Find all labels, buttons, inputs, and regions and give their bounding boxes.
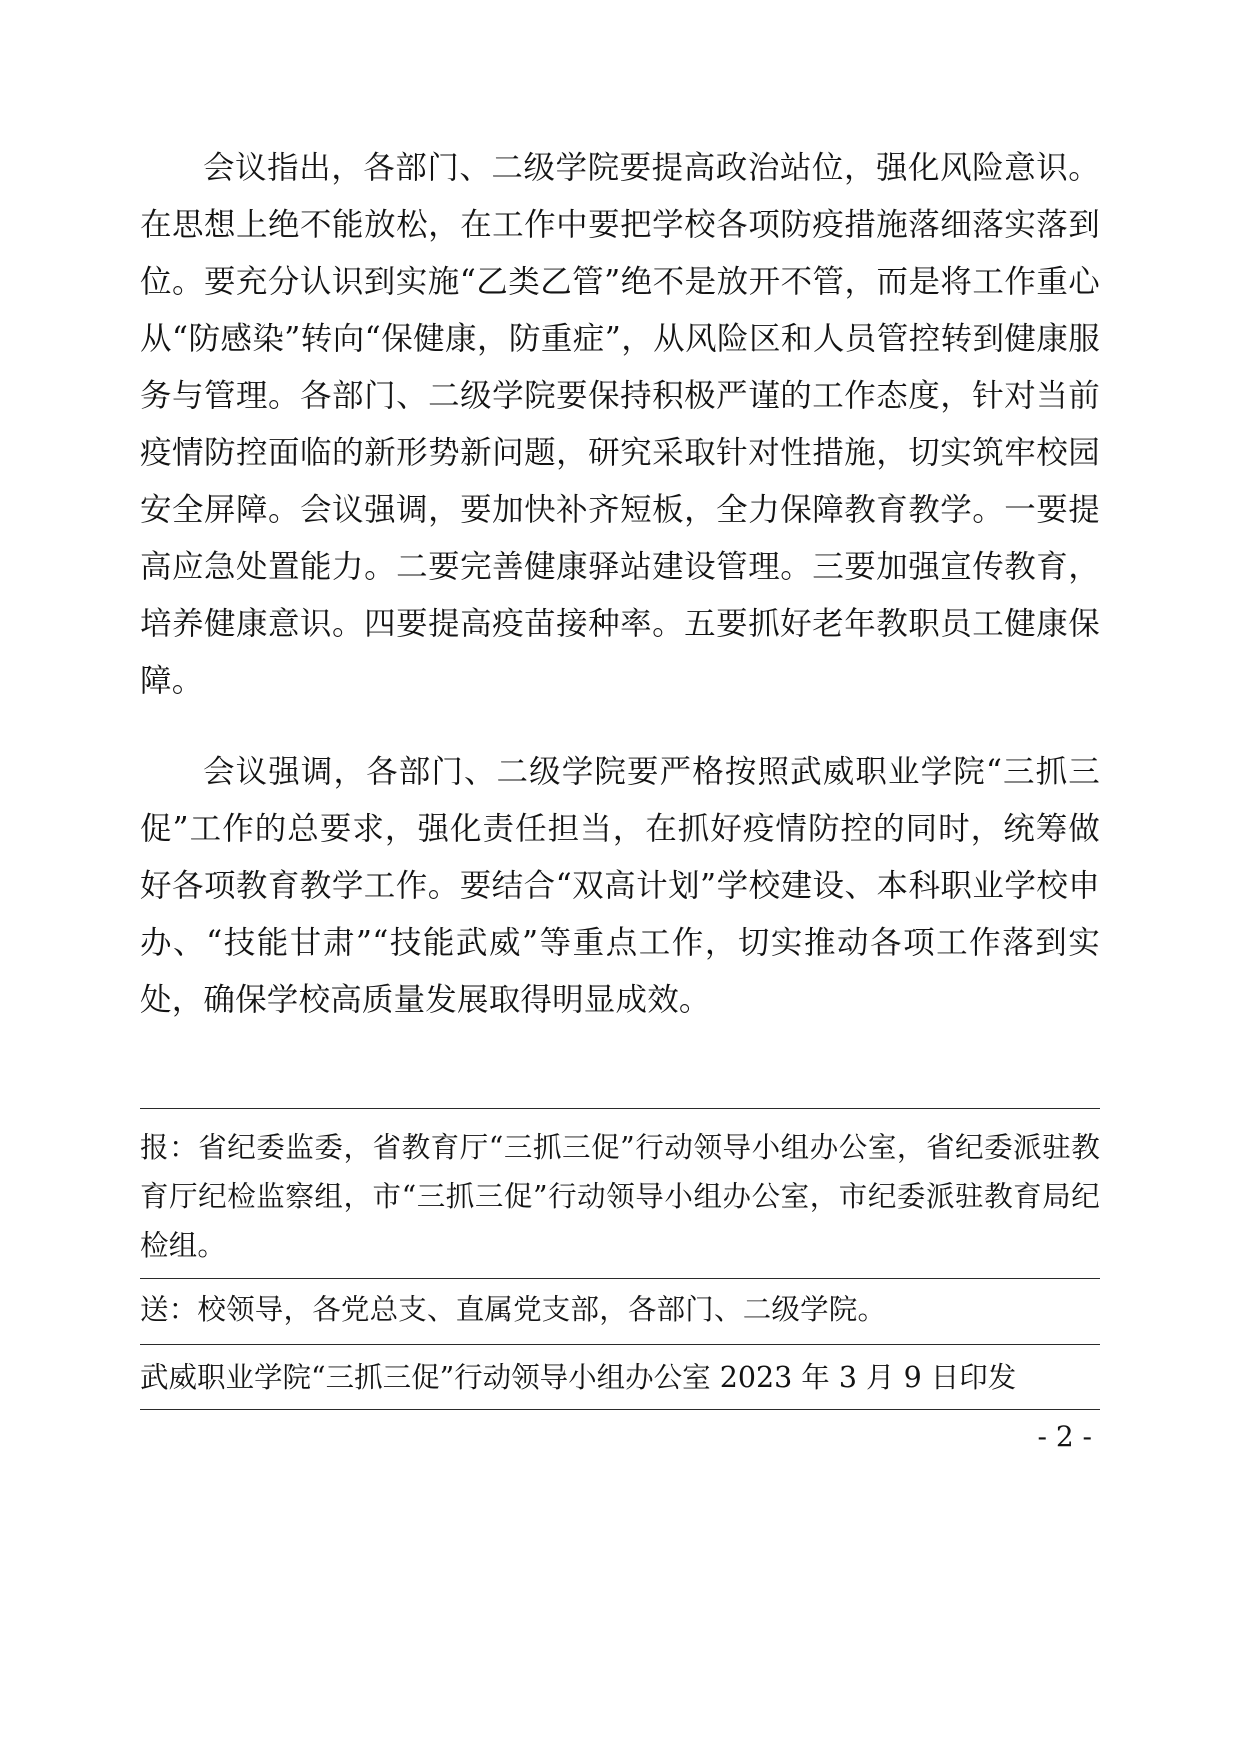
- paragraph-2: 会议强调，各部门、二级学院要严格按照武威职业学院“三抓三促”工作的总要求，强化责任担当，在抓好疫情防控的同时，统筹做好各项教育教学工作。要结合“双高计划”学校建设、本科职业学校申办、“技能甘肃”“技能武威”等重点工作，切实推动各项工作落到实处，确保学校高质量发展取得明显成效。: [140, 754, 1100, 1018]
- footer-divider-bottom: [140, 1409, 1100, 1410]
- distribution-send-line: 送：校领导，各党总支、直属党支部，各部门、二级学院。: [140, 1293, 887, 1326]
- paragraph-1: 会议指出，各部门、二级学院要提高政治站位，强化风险意识。在思想上绝不能放松，在工作中要把学校各项防疫措施落细落实落到位。要充分认识到实施“乙类乙管”绝不是放开不管，而是将工作重心从“防感染”转向“保健康，防重症”，从风险区和人员管控转到健康服务与管理。各部门、二级学院要保持积极严谨的工作态度，针对当前疫情防控面临的新形势新问题，研究采取针对性措施，切实筑牢校园安全屏障。会议强调，要加快补齐短板，全力保障教育教学。一要提高应急处置能力。二要完善健康驿站建设管理。三要加强宣传教育，培养健康意识。四要提高疫苗接种率。五要抓好老年教职员工健康保障。: [140, 150, 1100, 699]
- distribution-report-block: [140, 1109, 1100, 1278]
- distribution-send-block: [140, 1279, 1100, 1344]
- page-number: - 2 -: [1037, 1420, 1092, 1453]
- issuer-line: 武威职业学院“三抓三促”行动领导小组办公室 2023 年 3 月 9 日印发: [140, 1361, 1017, 1394]
- document-body: [140, 140, 1100, 1063]
- distribution-report-line: 报：省纪委监委，省教育厅“三抓三促”行动领导小组办公室，省纪委派驻教育厅纪检监察组，市“三抓三促”行动领导小组办公室，市纪委派驻教育局纪检组。: [140, 1131, 1100, 1262]
- document-footer: [140, 1108, 1100, 1410]
